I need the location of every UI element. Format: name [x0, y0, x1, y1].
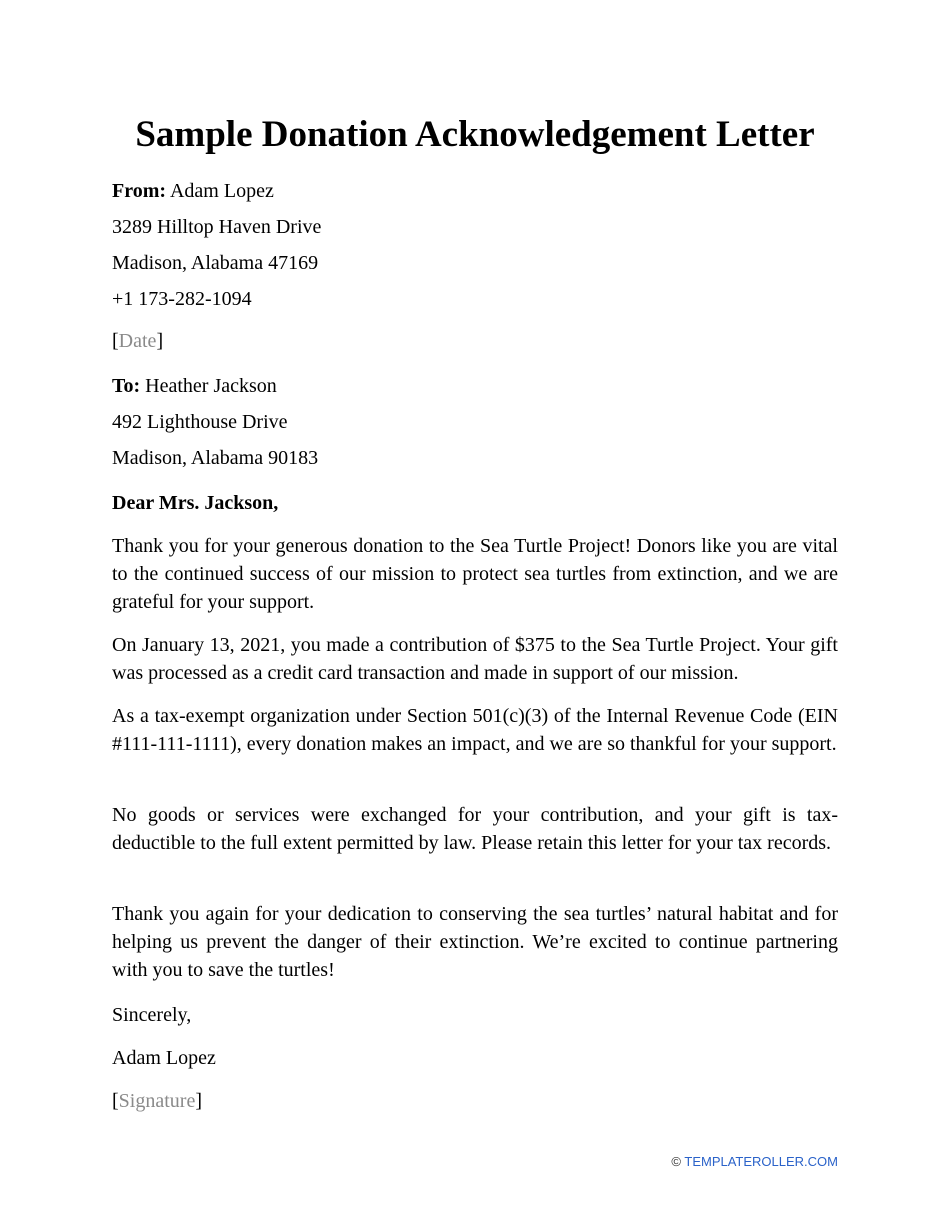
signoff-name: Adam Lopez — [112, 1047, 216, 1069]
body-paragraph-3: As a tax-exempt organization under Section 501(c)(3) of the Internal Revenue Code (EIN #111-111-1111), every donation makes an impact, and we are so thankful for your support. — [112, 705, 838, 755]
signature-placeholder-line: [Signature] — [112, 1090, 202, 1112]
sender-address-line1: 3289 Hilltop Haven Drive — [112, 216, 322, 238]
footer — [671, 1154, 838, 1170]
closing: Sincerely, — [112, 1004, 192, 1026]
sender-name-line — [112, 178, 274, 204]
salutation: Dear Mrs. Jackson, — [112, 492, 279, 514]
copyright-symbol: © — [671, 1154, 681, 1169]
body-paragraph-5: Thank you again for your dedication to conserving the sea turtles’ natural habitat and for helping us prevent the danger of their extinction. We’re excited to continue partnering with you to save the turtles! — [112, 903, 838, 981]
date-placeholder-line: [Date] — [112, 330, 164, 352]
sender-phone: +1 173-282-1094 — [112, 288, 252, 310]
sender-address-line2: Madison, Alabama 47169 — [112, 252, 319, 274]
sender-name: Adam Lopez — [169, 180, 274, 202]
signature-placeholder: Signature — [118, 1090, 196, 1112]
body-paragraph-4: No goods or services were exchanged for your contribution, and your gift is tax-deductible to the full extent permitted by law. Please retain this letter for your tax records. — [112, 804, 838, 854]
recipient-address-line2: Madison, Alabama 90183 — [112, 447, 319, 469]
templateroller-link[interactable]: TEMPLATEROLLER.COM — [684, 1154, 838, 1169]
date-placeholder: Date — [118, 330, 157, 352]
recipient-address-line1: 492 Lighthouse Drive — [112, 411, 288, 433]
letter-title: Sample Donation Acknowledgement Letter — [135, 114, 815, 155]
to-label: To: — [112, 375, 141, 397]
recipient-name-line — [112, 373, 277, 399]
from-label: From: — [112, 180, 167, 202]
body-paragraph-1: Thank you for your generous donation to the Sea Turtle Project! Donors like you are vital to the continued success of our mission to protect sea turtles from extinction, and we are grateful for your support. — [112, 535, 838, 613]
recipient-name: Heather Jackson — [145, 375, 277, 397]
body-paragraph-2: On January 13, 2021, you made a contribution of $375 to the Sea Turtle Project. Your gift was processed as a credit card transaction and made in support of our mission. — [112, 634, 838, 684]
